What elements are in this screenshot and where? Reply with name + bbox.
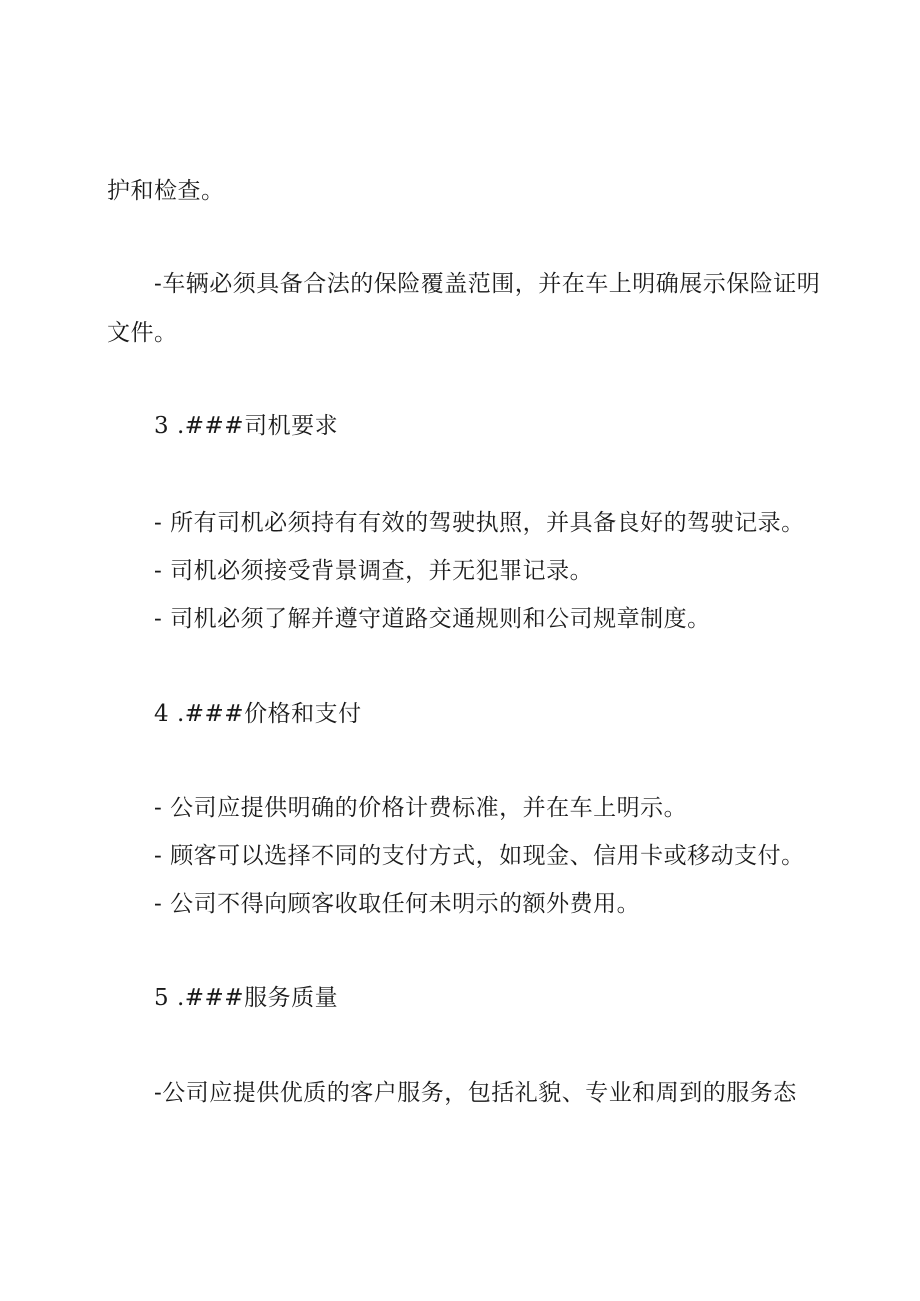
paragraph-service-quality: -公司应提供优质的客户服务，包括礼貌、专业和周到的服务态 xyxy=(154,1080,797,1106)
section-heading-driver-requirements: 3 .###司机要求 xyxy=(154,413,339,439)
list-item-extra-fees: - 公司不得向顾客收取任何未明示的额外费用。 xyxy=(154,891,641,917)
list-item-payment-methods: - 顾客可以选择不同的支付方式，如现金、信用卡或移动支付。 xyxy=(154,843,805,869)
paragraph-insurance-line-1: -车辆必须具备合法的保险覆盖范围，并在车上明确展示保险证明 xyxy=(154,271,821,297)
list-item-pricing-standard: - 公司应提供明确的价格计费标准，并在车上明示。 xyxy=(154,795,688,821)
paragraph-continuation: 护和检查。 xyxy=(107,178,225,204)
list-item-traffic-rules: - 司机必须了解并遵守道路交通规则和公司规章制度。 xyxy=(154,606,711,632)
list-item-driver-license: - 所有司机必须持有有效的驾驶执照，并具备良好的驾驶记录。 xyxy=(154,510,805,536)
paragraph-insurance-line-2: 文件。 xyxy=(107,320,178,346)
section-heading-pricing-payment: 4 .###价格和支付 xyxy=(154,701,362,727)
section-heading-service-quality: 5 .###服务质量 xyxy=(154,985,339,1011)
list-item-background-check: - 司机必须接受背景调查，并无犯罪记录。 xyxy=(154,558,594,584)
